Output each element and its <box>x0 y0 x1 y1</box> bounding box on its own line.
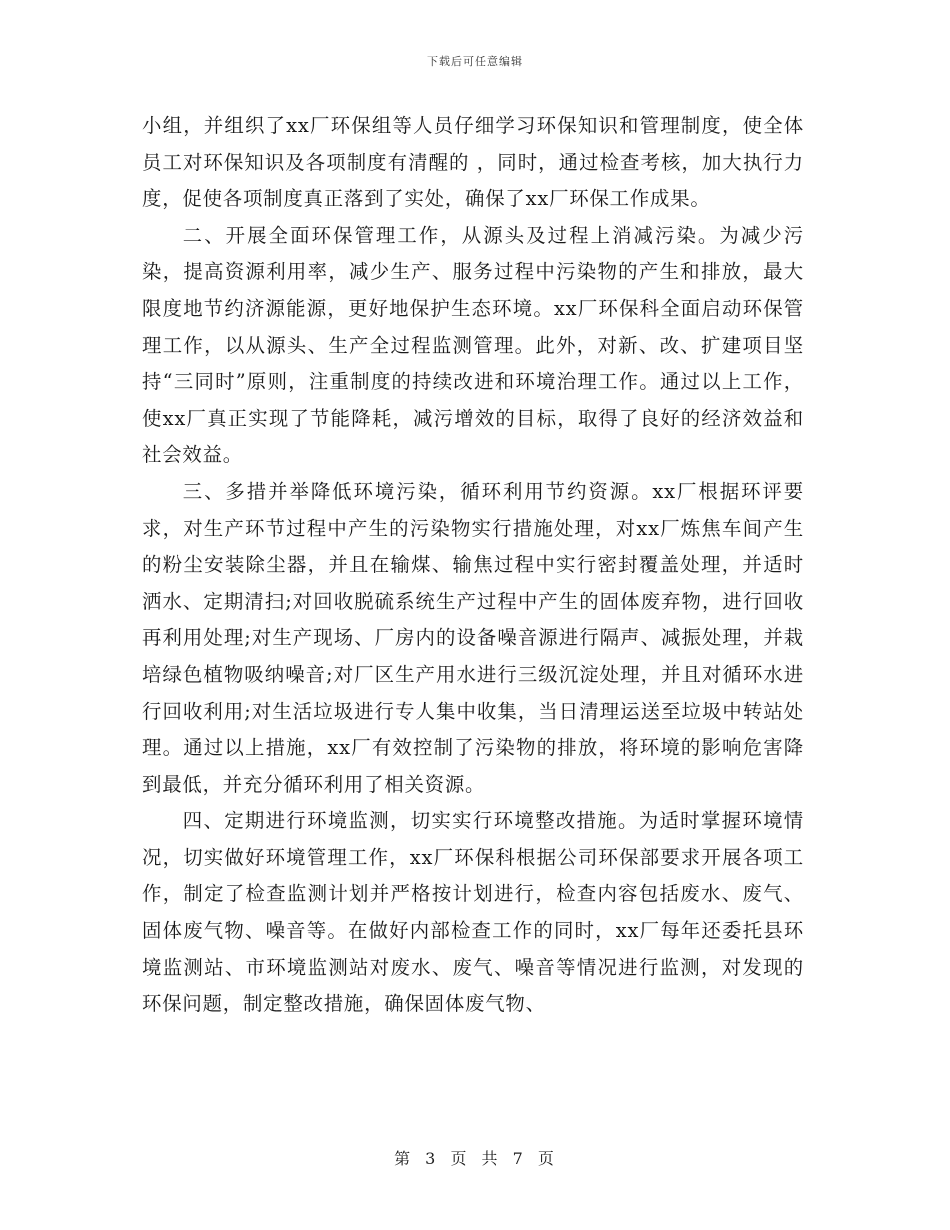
paragraph-4: 四、定期进行环境监测，切实实行环境整改措施。为适时掌握环境情况，切实做好环境管理工作，xx厂环保科根据公司环保部要求开展各项工作，制定了检查监测计划并严格按计划进行，检查内容包括废水、废气、固体废气物、噪音等。在做好内部检查工作的同时，xx厂每年还委托县环境监测站、市环境监测站对废水、废气、噪音等情况进行监测，对发现的环保问题，制定整改措施，确保固体废气物、 <box>142 809 804 1016</box>
page-number-footer: 第 3 页 共 7 页 <box>394 1149 556 1168</box>
paragraph-1: 小组，并组织了xx厂环保组等人员仔细学习环保知识和管理制度，使全体员工对环保知识及各项制度有清醒的 ，同时，通过检查考核，加大执行力度，促使各项制度真正落到了实处，确保了xx厂环保工作成果。 <box>142 114 804 211</box>
paragraph-2: 二、开展全面环保管理工作，从源头及过程上消减污染。为减少污染，提高资源利用率，减少生产、服务过程中污染物的产生和排放，最大限度地节约济源能源，更好地保护生态环境。xx厂环保科全面启动环保管理工作，以从源头、生产全过程监测管理。此外，对新、改、扩建项目坚持“三同时”原则，注重制度的持续改进和环境治理工作。通过以上工作，使xx厂真正实现了节能降耗，减污增效的目标，取得了良好的经济效益和社会效益。 <box>142 223 804 467</box>
body-text <box>142 108 804 1023</box>
paragraph-3: 三、多措并举降低环境污染，循环利用节约资源。xx厂根据环评要求，对生产环节过程中产生的污染物实行措施处理，对xx厂炼焦车间产生的粉尘安装除尘器，并且在输煤、输焦过程中实行密封覆盖处理，并适时洒水、定期清扫;对回收脱硫系统生产过程中产生的固体废弃物，进行回收再利用处理;对生产现场、厂房内的设备噪音源进行隔声、减振处理，并栽培绿色植物吸纳噪音;对厂区生产用水进行三级沉淀处理，并且对循环水进行回收利用;对生活垃圾进行专人集中收集，当日清理运送至垃圾中转站处理。通过以上措施，xx厂有效控制了污染物的排放，将环境的影响危害降到最低，并充分循环利用了相关资源。 <box>142 479 804 796</box>
header-note: 下载后可任意编辑 <box>427 55 523 68</box>
